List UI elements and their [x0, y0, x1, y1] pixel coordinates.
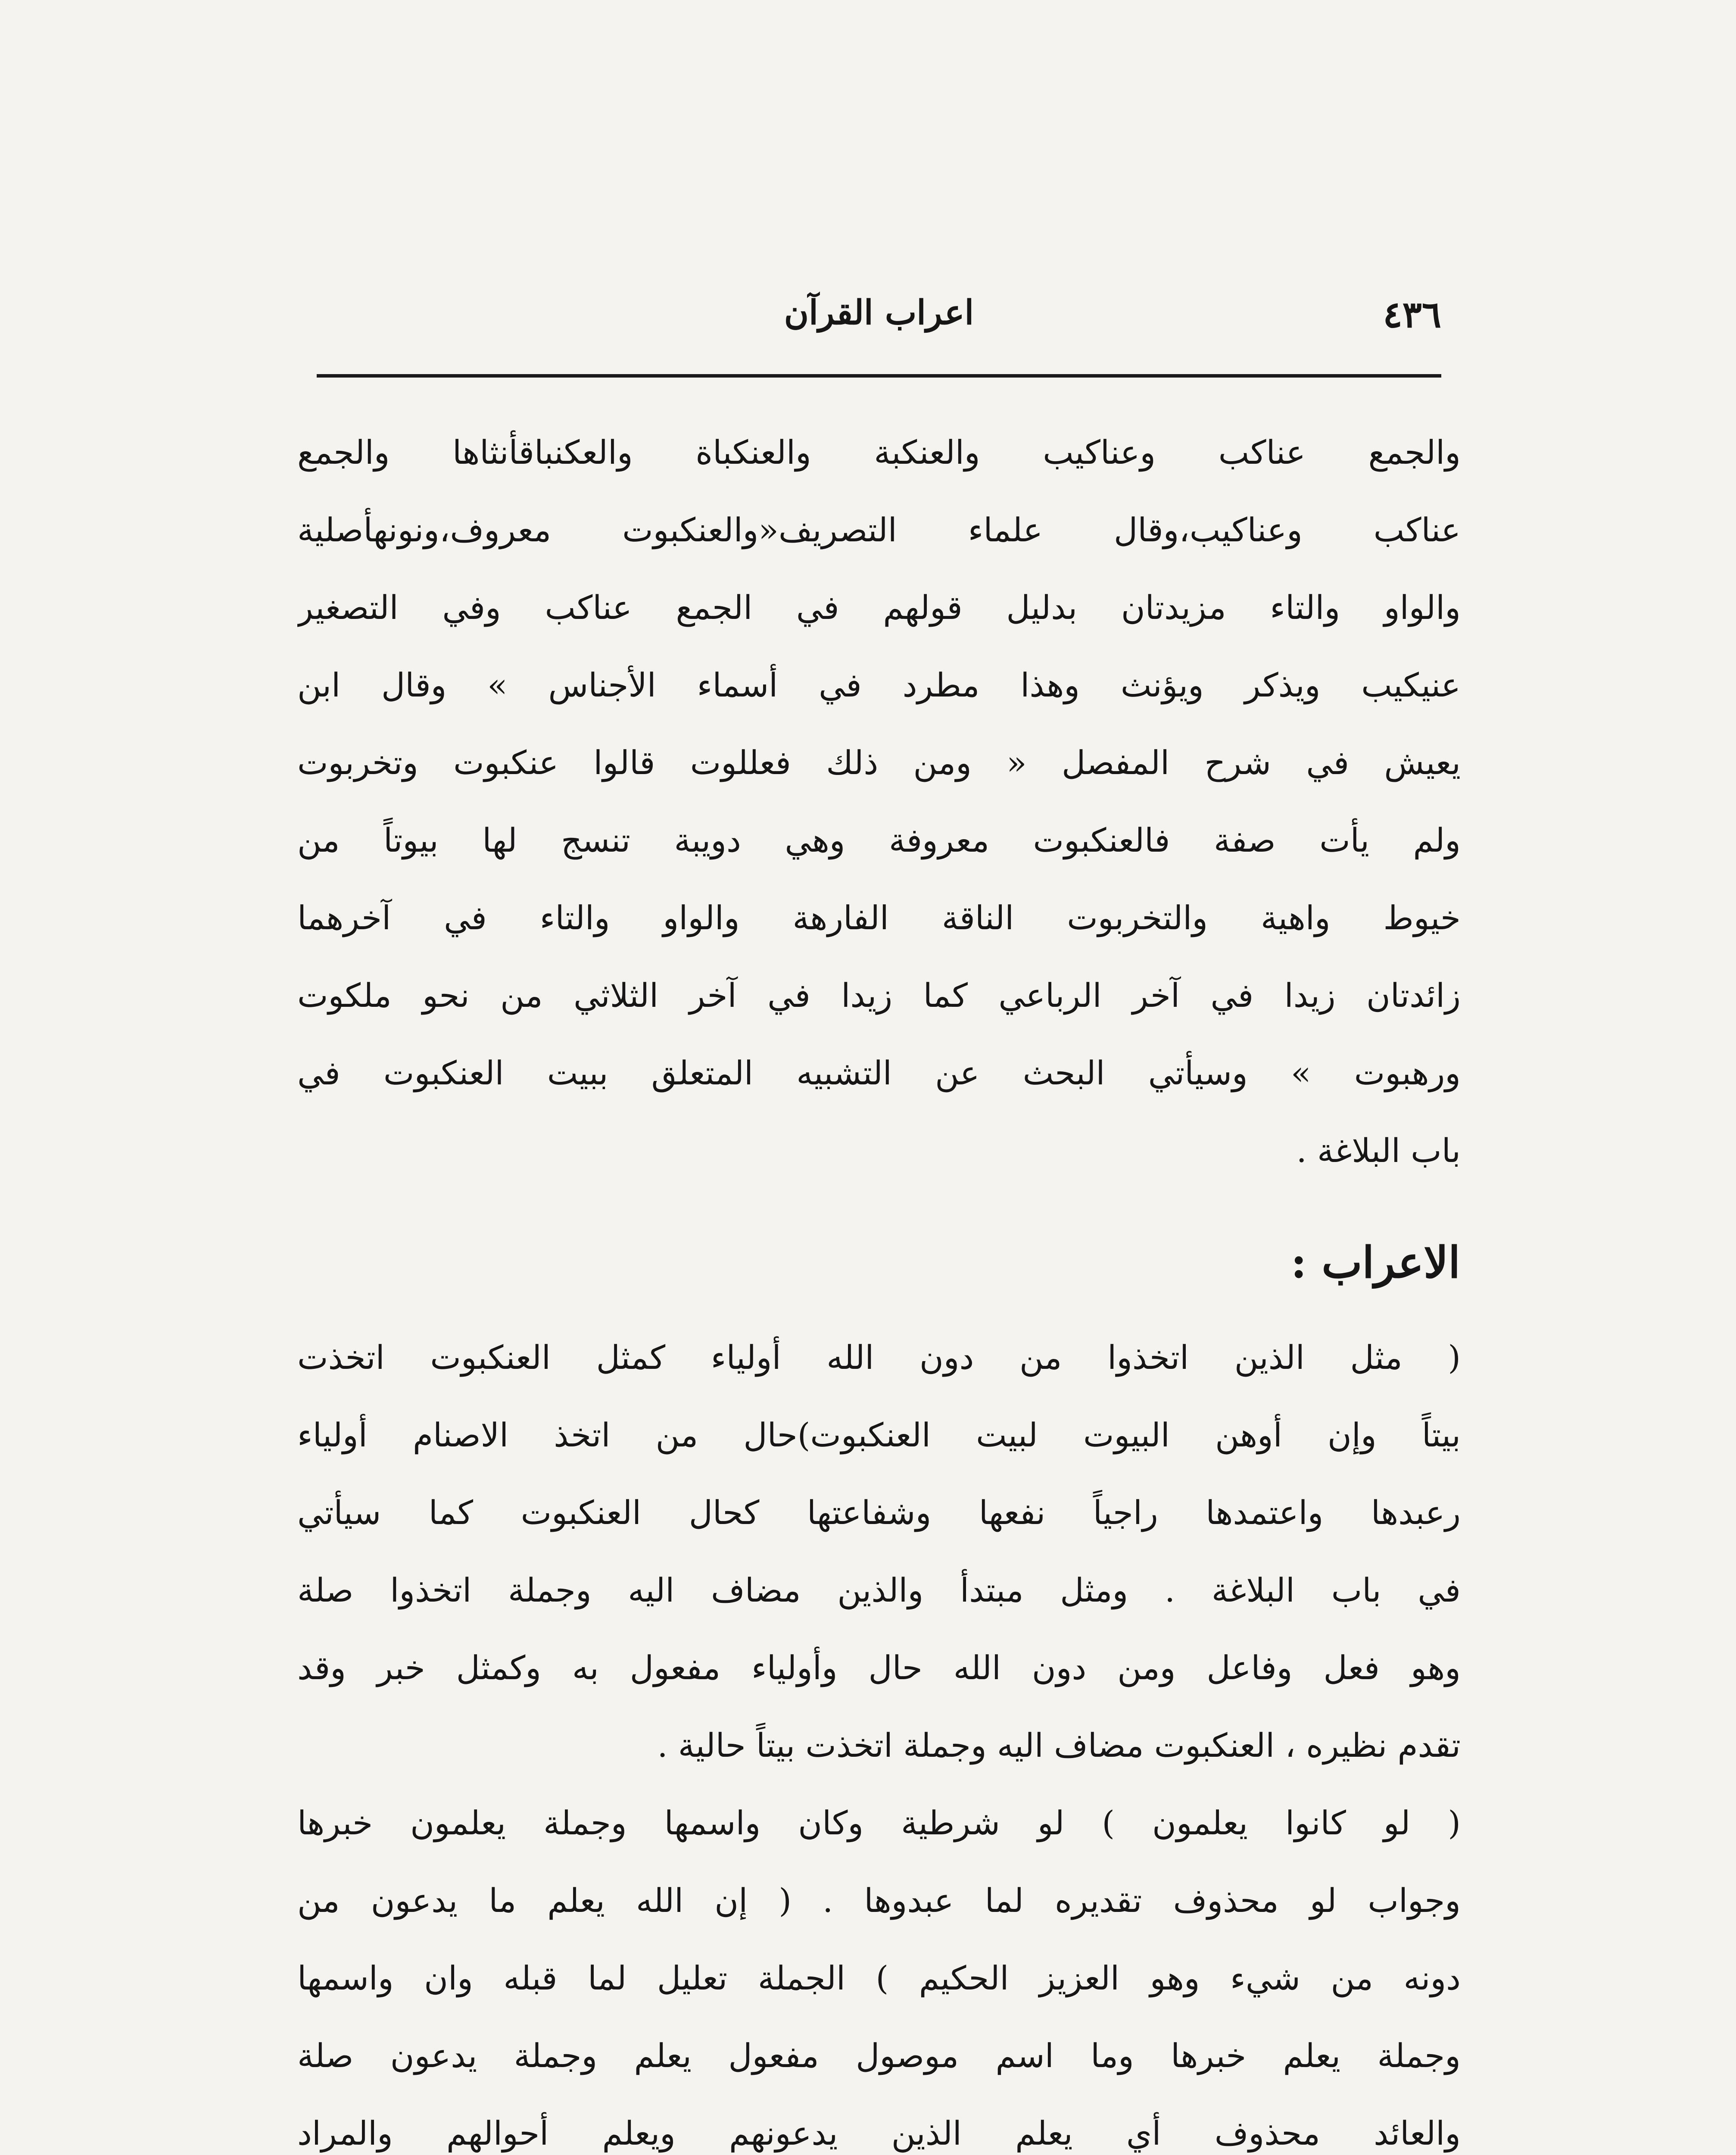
- text-line: في باب البلاغة . ومثل مبتدأ والذين مضاف اليه وجملة اتخذوا صلة: [297, 1571, 1461, 1609]
- page-number: ٤٣٦: [1383, 293, 1441, 336]
- text-line: بيتاً وإن أوهن البيوت لبيت العنكبوت)حال من اتخذ الاصنام أولياء: [297, 1416, 1461, 1454]
- text-line: تقدم نظيره ، العنكبوت مضاف اليه وجملة اتخذت بيتاً حالية .: [657, 1726, 1461, 1765]
- text-line: يعيش في شرح المفصل « ومن ذلك فعللوت قالوا عنكبوت وتخربوت: [297, 743, 1461, 782]
- text-line: خيوط واهية والتخربوت الناقة الفارهة والواو والتاء في آخرهما: [297, 899, 1461, 937]
- text-line: وجملة يعلم خبرها وما اسم موصول مفعول يعلم وجملة يدعون صلة: [297, 2036, 1461, 2075]
- text-line: ( مثل الذين اتخذوا من دون الله أولياء كمثل العنكبوت اتخذت: [297, 1338, 1461, 1377]
- text-line: والواو والتاء مزيدتان بدليل قولهم في الجمع عناكب وفي التصغير: [297, 588, 1461, 627]
- text-line: رعبدها واعتمدها راجياً نفعها وشفاعتها كحال العنكبوت كما سيأتي: [297, 1493, 1461, 1532]
- running-title: اعراب القرآن: [784, 293, 974, 332]
- paragraph-top: [297, 414, 1461, 1190]
- section-heading: الاعراب :: [1290, 1237, 1460, 1288]
- text-line: عنيكيب ويذكر ويؤنث وهذا مطرد في أسماء الأجناس » وقال ابن: [297, 666, 1461, 704]
- page-header: [317, 284, 1441, 353]
- text-line: دونه من شيء وهو العزيز الحكيم ) الجملة تعليل لما قبله وان واسمها: [297, 1959, 1461, 1997]
- text-line: والعائد محذوف أي يعلم الذين يدعونهم ويعلم أحوالهم والمراد: [297, 2114, 1461, 2152]
- text-line: ولم يأت صفة فالعنكبوت معروفة وهي دويبة تنسج لها بيوتاً من: [297, 821, 1461, 859]
- text-line: زائدتان زيدا في آخر الرباعي كما زيدا في آخر الثلاثي من نحو ملكوت: [297, 976, 1461, 1015]
- text-line: ( لو كانوا يعلمون ) لو شرطية وكان واسمها وجملة يعلمون خبرها: [297, 1804, 1461, 1842]
- text-line: وهو فعل وفاعل ومن دون الله حال وأولياء مفعول به وكمثل خبر وقد: [297, 1649, 1461, 1687]
- text-line: عناكب وعناكيب،وقال علماء التصريف«والعنكبوت معروف،ونونهأصلية: [297, 511, 1461, 549]
- header-rule: [317, 374, 1441, 378]
- text-line: ورهبوت » وسيأتي البحث عن التشبيه المتعلق ببيت العنكبوت في: [297, 1054, 1461, 1092]
- text-line: وجواب لو محذوف تقديره لما عبدوها . ( إن الله يعلم ما يدعون من: [297, 1881, 1461, 1920]
- text-line: والجمع عناكب وعناكيب والعنكبة والعنكباة والعكنباقأنثاها والجمع: [297, 433, 1461, 472]
- text-line: باب البلاغة .: [1296, 1131, 1461, 1170]
- paragraph-bottom: [297, 1319, 1461, 2155]
